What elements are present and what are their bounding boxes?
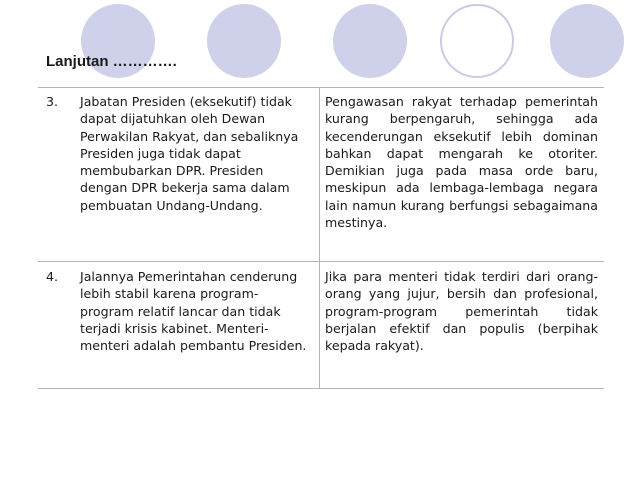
disadvantage-text: Pengawasan rakyat terhadap pemerintah kurang berpengaruh, sehingga ada kecenderungan eksekutif lebih dominan bahkan dapat mengarah ke otoriter. Demikian juga pada masa orde baru, meskipun ada lembaga-lembaga negara lain namun kurang berfungsi sebagaimana mestinya. — [325, 94, 598, 231]
decor-circle — [207, 4, 281, 78]
slide-title: Lanjutan …………. — [46, 53, 177, 70]
row-divider — [38, 261, 604, 262]
table-bottom-border — [38, 388, 604, 389]
column-divider — [319, 87, 320, 388]
advantage-text: Jabatan Presiden (eksekutif) tidak dapat dijatuhkan oleh Dewan Perwakilan Rakyat, dan sebaliknya Presiden juga tidak dapat membubarkan DPR. Presiden dengan DPR bekerja sama dalam pembuatan Undang-Undang. — [80, 94, 299, 213]
row-number: 3. — [46, 94, 59, 109]
table-top-border — [38, 87, 604, 88]
decor-circle — [440, 4, 514, 78]
row-number: 4. — [46, 269, 59, 284]
advantage-text: Jalannya Pemerintahan cenderung lebih stabil karena program-program relatif lancar dan tidak terjadi krisis kabinet. Menteri-menteri adalah pembantu Presiden. — [80, 269, 307, 354]
disadvantage-text: Jika para menteri tidak terdiri dari orang-orang yang jujur, bersih dan profesional, program-program pemerintah tidak berjalan efektif dan populis (berpihak kepada rakyat). — [325, 269, 598, 354]
decor-circle — [550, 4, 624, 78]
decor-circle — [333, 4, 407, 78]
